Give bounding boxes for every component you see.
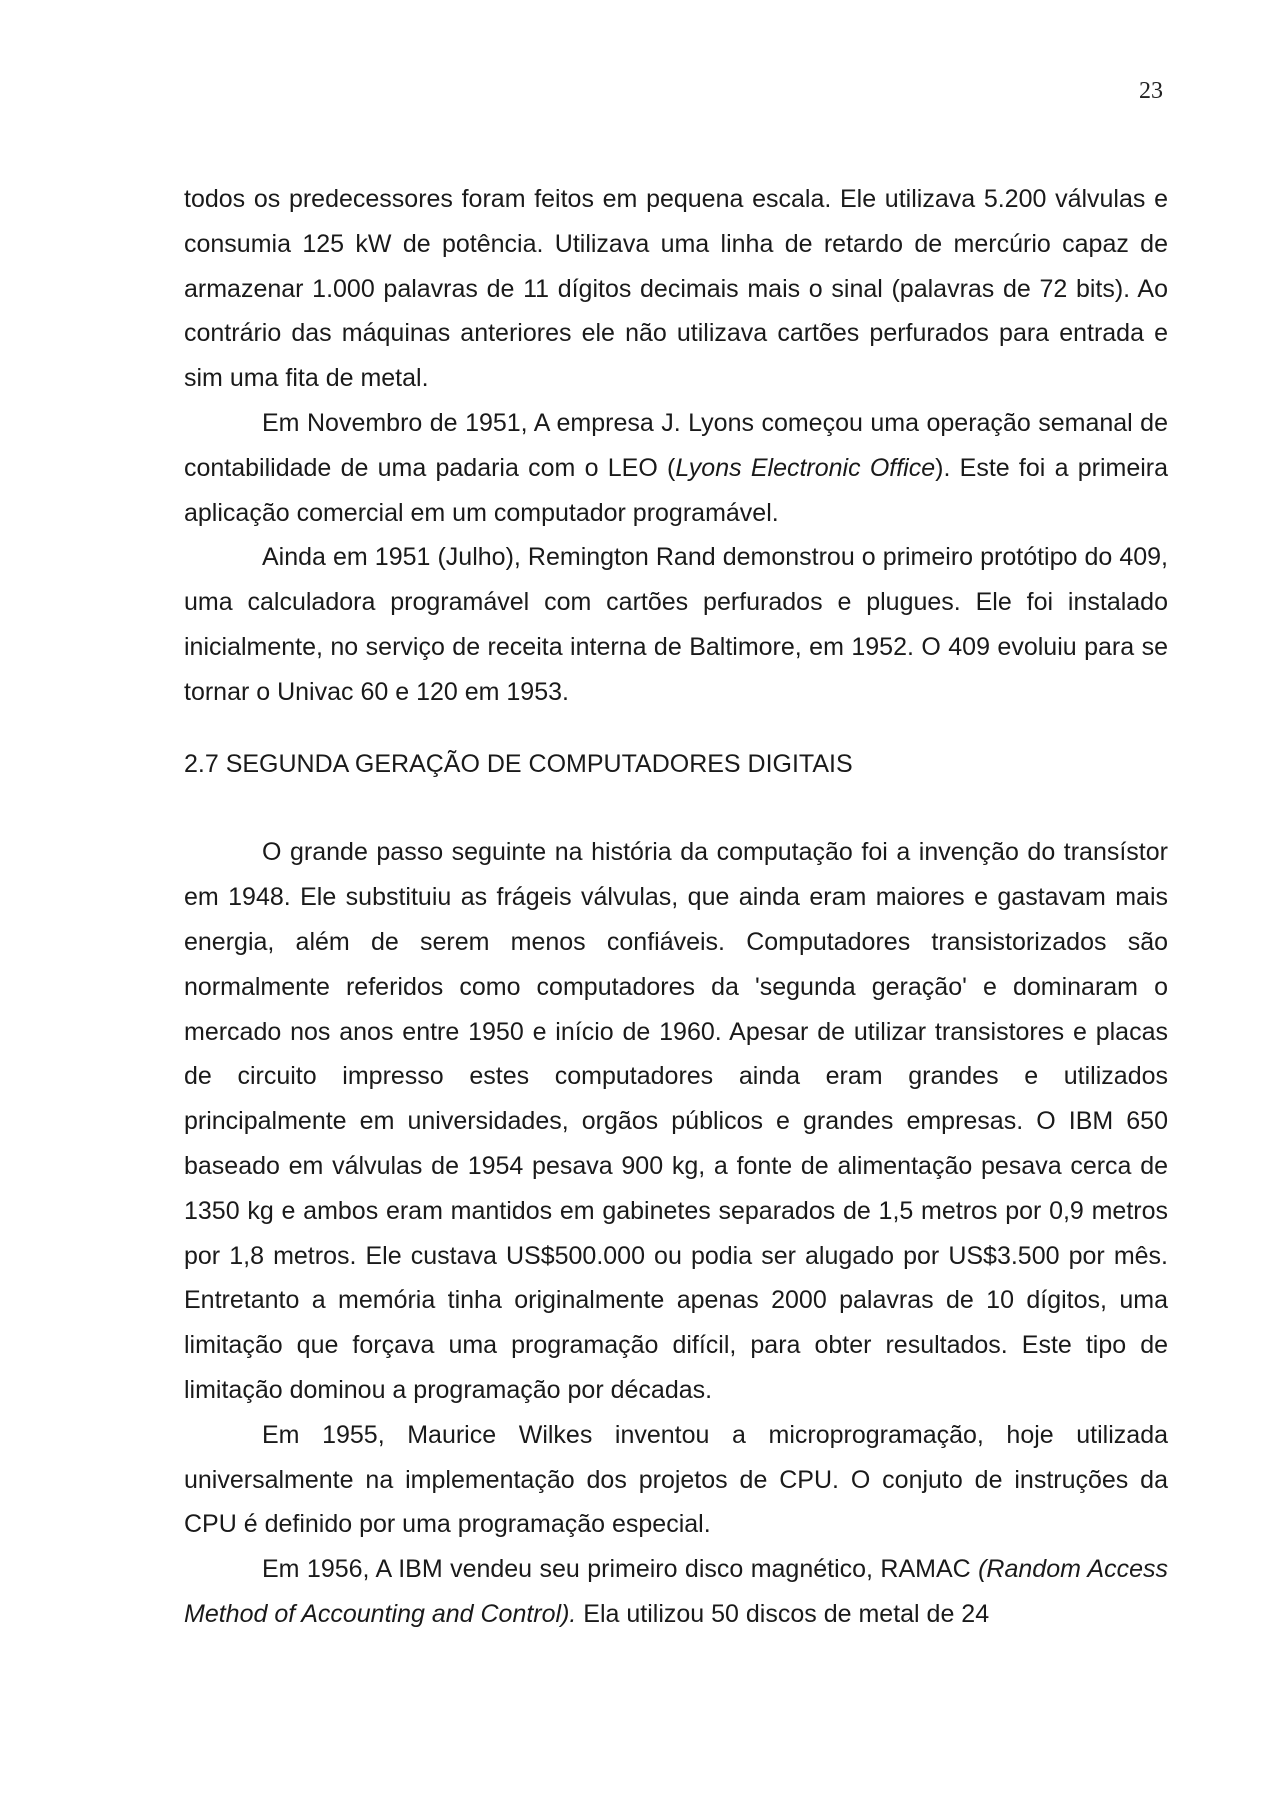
paragraph-leo-text-end: ). Este foi a primeira aplicação comercial em um computador programável.	[184, 453, 1169, 527]
paragraph-ramac-italic: (Random Access Method of Accounting and Control).	[184, 1555, 1168, 1628]
section-heading: 2.7 SEGUNDA GERAÇÃO DE COMPUTADORES DIGITAIS	[184, 749, 853, 778]
paragraph-ramac-text-start: Em 1956, A IBM vendeu seu primeiro disco magnético, RAMAC	[262, 1555, 979, 1584]
paragraph-remington: Ainda em 1951 (Julho), Remington Rand demonstrou o primeiro protótipo do 409, uma calculadora programável com cartões perfurados e plugues. Ele foi instalado inicialmente, no serviço de receita interna de Baltimore, em 1952. O 409 evoluiu para se tornar o Univac 60 e 120 em 1953.	[184, 543, 1168, 706]
paragraph-ramac-text-end: Ela utilizou 50 discos de metal de 24	[576, 1599, 990, 1628]
paragraph-valve-computer: todos os predecessores foram feitos em pequena escala. Ele utilizava 5.200 válvulas e consumia 125 kW de potência. Utilizava uma linha de retardo de mercúrio capaz de armazenar 1.000 palavras de 11 dígitos decimais mais o sinal (palavras de 72 bits). Ao contrário das máquinas anteriores ele não utilizava cartões perfurados para entrada e sim uma fita de metal.	[184, 185, 1168, 393]
paragraph-leo-text-start: Em Novembro de 1951, A empresa J. Lyons começou uma operação semanal de contabilidade de uma padaria com o LEO (	[184, 408, 1168, 482]
document-body	[184, 177, 1168, 1637]
paragraph-leo	[184, 401, 1168, 535]
paragraph-microprogramming: Em 1955, Maurice Wilkes inventou a microprogramação, hoje utilizada universalmente na implementação dos projetos de CPU. O conjuto de instruções da CPU é definido por uma programação especial.	[184, 1420, 1168, 1539]
paragraph-transistor: O grande passo seguinte na história da computação foi a invenção do transístor em 1948. Ele substituiu as frágeis válvulas, que ainda eram maiores e gastavam mais energia, além de serem menos confiáveis. Computadores transistorizados são normalmente referidos como computadores da 'segunda geração' e dominaram o mercado nos anos entre 1950 e início de 1960. Apesar de utilizar transistores e placas de circuito impresso estes computadores ainda eram grandes e utilizados principalmente em universidades, orgãos públicos e grandes empresas. O IBM 650 baseado em válvulas de 1954 pesava 900 kg, a fonte de alimentação pesava cerca de 1350 kg e ambos eram mantidos em gabinetes separados de 1,5 metros por 0,9 metros por 1,8 metros. Ele custava US$500.000 ou podia ser alugado por US$3.500 por mês. Entretanto a memória tinha originalmente apenas 2000 palavras de 10 dígitos, uma limitação que forçava uma programação difícil, para obter resultados. Este tipo de limitação dominou a programação por décadas.	[184, 838, 1168, 1404]
paragraph-ramac	[184, 1547, 1168, 1637]
paragraph-leo-italic: Lyons Electronic Office	[675, 453, 936, 482]
page-number: 23	[1139, 78, 1163, 104]
